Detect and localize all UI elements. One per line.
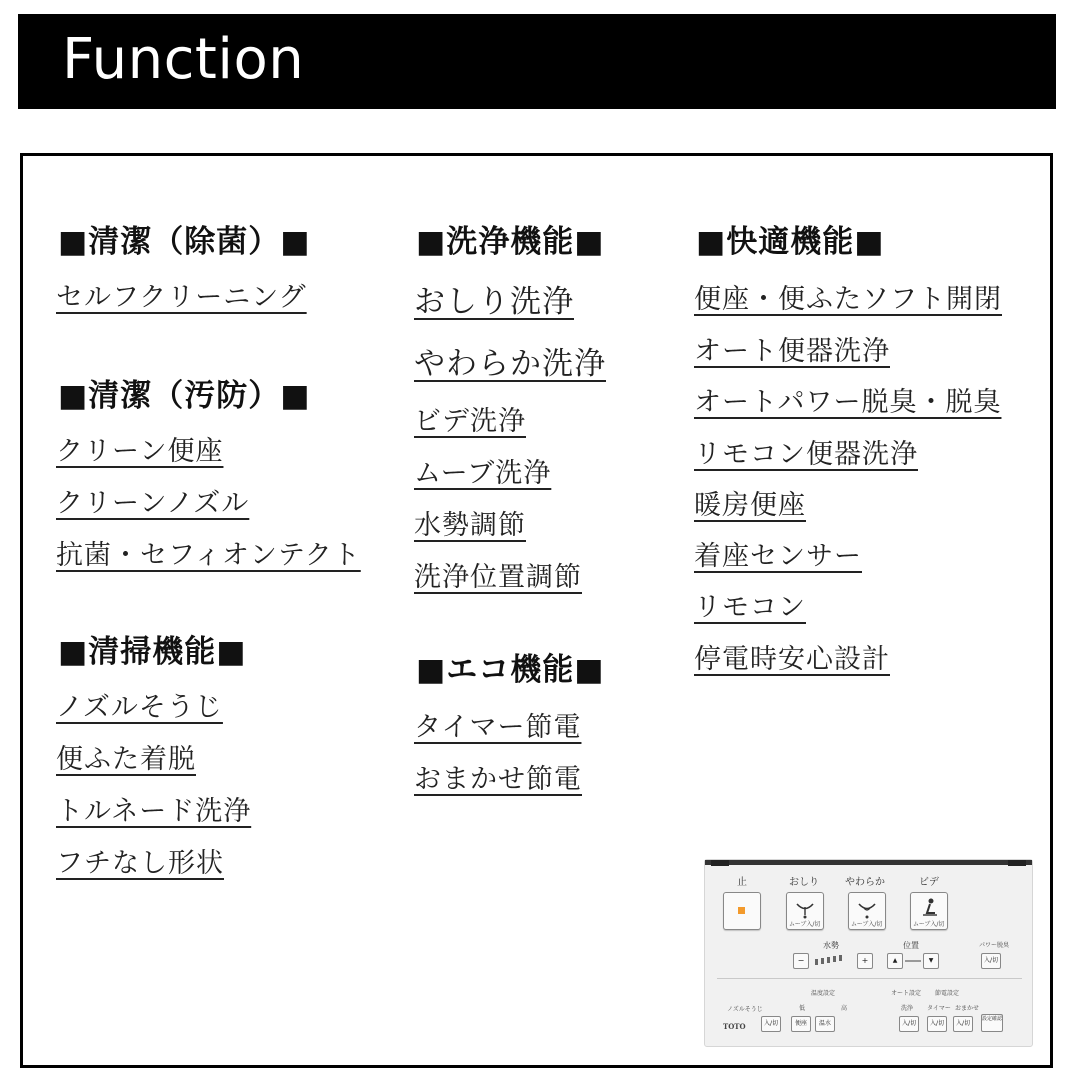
position-bar bbox=[905, 960, 921, 962]
remote-bidet-button bbox=[910, 892, 948, 930]
remote-yawaraka-button bbox=[848, 892, 886, 930]
page-title: Function bbox=[62, 27, 305, 92]
link-move-wash[interactable]: ムーブ洗浄 bbox=[414, 458, 552, 489]
remote-auto-setting-label: オート設定 bbox=[891, 990, 922, 997]
level-dot bbox=[815, 959, 818, 965]
remote-stop-button bbox=[723, 892, 761, 930]
link-auto-power-deodorize[interactable]: オートパワー脱臭・脱臭 bbox=[694, 387, 1002, 418]
link-nozzle-cleaning[interactable]: ノズルそうじ bbox=[56, 692, 223, 723]
remote-minus-button: − bbox=[793, 953, 809, 969]
link-oshiri-wash[interactable]: おしり洗浄 bbox=[414, 284, 574, 320]
link-self-cleaning[interactable]: セルフクリーニング bbox=[56, 282, 307, 313]
link-power-outage-design[interactable]: 停電時安心設計 bbox=[694, 644, 890, 675]
remote-auto-wash-onoff-button: 入/切 bbox=[899, 1016, 919, 1032]
level-dot bbox=[833, 956, 836, 962]
link-auto-flush[interactable]: オート便器洗浄 bbox=[694, 336, 890, 367]
link-rimless[interactable]: フチなし形状 bbox=[56, 848, 224, 879]
heading-washing: ■洗浄機能■ bbox=[416, 224, 605, 260]
stop-light-icon bbox=[738, 907, 745, 914]
link-antibacterial-cefiontect[interactable]: 抗菌・セフィオンテクト bbox=[56, 540, 361, 571]
remote-setting-confirm-button: 設定確認 bbox=[981, 1014, 1003, 1032]
remote-omakase-label: おまかせ bbox=[955, 1005, 980, 1012]
remote-water-pressure-label: 水勢 bbox=[823, 941, 839, 950]
remote-position-label: 位置 bbox=[903, 941, 919, 950]
remote-up-button: ▲ bbox=[887, 953, 903, 969]
link-auto-power-save[interactable]: おまかせ節電 bbox=[414, 764, 582, 795]
remote-plus-button: + bbox=[857, 953, 873, 969]
remote-divider bbox=[717, 978, 1022, 979]
remote-oshiri-button bbox=[786, 892, 824, 930]
link-clean-nozzle[interactable]: クリーンノズル bbox=[56, 488, 250, 519]
link-remote-flush[interactable]: リモコン便器洗浄 bbox=[694, 439, 918, 470]
heading-clean-stain: ■清潔（汚防）■ bbox=[58, 378, 311, 414]
remote-control-image bbox=[704, 859, 1033, 1047]
level-dot bbox=[821, 958, 824, 964]
remote-stop-label: 止 bbox=[737, 877, 747, 888]
remote-tab-right bbox=[1008, 860, 1026, 866]
heading-comfort: ■快適機能■ bbox=[696, 224, 885, 260]
remote-bidet-move-label: ムーブ入/切 bbox=[913, 921, 945, 928]
remote-oshiri-label: おしり bbox=[789, 877, 819, 888]
remote-temp-setting-label: 温度設定 bbox=[811, 990, 836, 997]
remote-bidet-label: ビデ bbox=[919, 877, 939, 888]
header-bar bbox=[18, 14, 1056, 109]
link-water-pressure[interactable]: 水勢調節 bbox=[414, 510, 526, 541]
link-soft-wash[interactable]: やわらか洗浄 bbox=[414, 346, 606, 382]
remote-top-edge bbox=[705, 860, 1032, 865]
link-seat-sensor[interactable]: 着座センサー bbox=[694, 541, 862, 572]
remote-high-label: 高 bbox=[841, 1005, 848, 1012]
remote-nozzle-clean-label: ノズルそうじ bbox=[727, 1006, 763, 1013]
level-dot bbox=[839, 955, 842, 961]
remote-warm-water-button: 温水 bbox=[815, 1016, 835, 1032]
heading-clean-sterilize: ■清潔（除菌）■ bbox=[58, 224, 311, 260]
link-lid-removal[interactable]: 便ふた着脱 bbox=[56, 744, 196, 775]
remote-down-button: ▼ bbox=[923, 953, 939, 969]
remote-power-deodorize-label: パワー脱臭 bbox=[979, 942, 1010, 949]
remote-low-label: 低 bbox=[799, 1005, 806, 1012]
link-wash-position[interactable]: 洗浄位置調節 bbox=[414, 562, 582, 593]
link-remote-control[interactable]: リモコン bbox=[694, 592, 806, 623]
remote-seat-button: 便座 bbox=[791, 1016, 811, 1032]
link-soft-close-lid[interactable]: 便座・便ふたソフト開閉 bbox=[694, 284, 1002, 315]
link-timer-power-save[interactable]: タイマー節電 bbox=[414, 712, 582, 743]
remote-power-save-label: 節電設定 bbox=[935, 990, 960, 997]
link-clean-seat[interactable]: クリーン便座 bbox=[56, 436, 224, 467]
level-dot bbox=[827, 957, 830, 963]
link-tornado-flush[interactable]: トルネード洗浄 bbox=[56, 796, 252, 827]
heading-cleaning: ■清掃機能■ bbox=[58, 634, 247, 670]
remote-timer-label: タイマー bbox=[927, 1005, 951, 1012]
remote-tab-left bbox=[711, 860, 729, 866]
link-bidet-wash[interactable]: ビデ洗浄 bbox=[414, 406, 526, 437]
heading-eco: ■エコ機能■ bbox=[416, 652, 605, 688]
remote-yawaraka-move-label: ムーブ入/切 bbox=[851, 921, 883, 928]
remote-wash-label: 洗浄 bbox=[901, 1005, 914, 1012]
remote-yawaraka-label: やわらか bbox=[845, 877, 885, 888]
remote-oshiri-move-label: ムーブ入/切 bbox=[789, 921, 821, 928]
remote-brand-logo: TOTO bbox=[723, 1022, 746, 1031]
remote-omakase-onoff-button: 入/切 bbox=[953, 1016, 973, 1032]
remote-deodorize-onoff-button: 入/切 bbox=[981, 953, 1001, 969]
remote-nozzle-onoff-button: 入/切 bbox=[761, 1016, 781, 1032]
remote-timer-onoff-button: 入/切 bbox=[927, 1016, 947, 1032]
link-heated-seat[interactable]: 暖房便座 bbox=[694, 490, 806, 521]
